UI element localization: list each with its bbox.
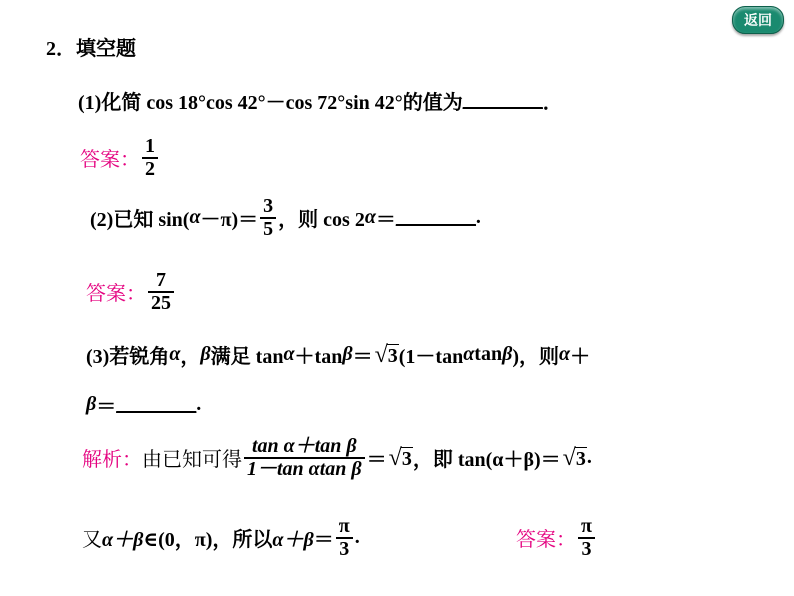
q3-conclusion: [82, 516, 360, 560]
q2-mid: －π)＝: [200, 209, 259, 232]
q3-blank: ________: [116, 393, 197, 415]
q2-prefix: (2)已知 sin(: [90, 209, 190, 232]
q3-conclusion-e: ＝: [313, 529, 334, 552]
q3-answer-label: 答案：: [516, 527, 576, 552]
q3-solution-numerator: tan α＋tan β: [252, 435, 357, 457]
q3-solution-label: 解析：: [82, 447, 142, 472]
q3-eq: ＝: [96, 396, 117, 418]
q3-solution-text: 由已知可得: [142, 447, 242, 472]
q2-alpha: α: [189, 206, 201, 229]
sqrt-value: 3: [387, 344, 398, 367]
q1-answer-numerator: 1: [145, 135, 155, 157]
q3-conclusion-d: α＋β: [272, 529, 314, 552]
q3-answer: [516, 516, 597, 560]
q3-text-e: (1－tan: [398, 346, 464, 368]
q1-text: (1)化简 cos 18°cos 42°－cos 72°sin 42°的值为: [78, 92, 463, 114]
q3-pi-denominator: 3: [339, 537, 350, 560]
q1-answer-fraction: [142, 136, 158, 180]
q2-answer-label: 答案：: [86, 281, 146, 306]
q3-alpha: α: [169, 343, 181, 365]
q2-answer-denominator: 25: [151, 291, 171, 314]
q3-alpha: α: [283, 343, 295, 365]
section-title-text: 2．填空题: [46, 38, 136, 60]
section-title: [46, 32, 136, 61]
q3-solution-fraction: [244, 436, 365, 480]
q2-eq: ＝: [375, 209, 396, 232]
q3-answer-denominator: 3: [581, 537, 592, 560]
q3-answer-numerator: π: [581, 515, 592, 537]
question-3-line-1: [86, 340, 590, 369]
q3-alpha: α: [559, 343, 571, 365]
q3-solution-denominator: 1－tan αtan β: [247, 457, 362, 480]
q1-answer: [80, 136, 160, 180]
q3-text-f: tan: [474, 343, 503, 365]
q3-beta: β: [86, 393, 97, 415]
q3-text-b: 满足 tan: [210, 346, 284, 368]
q2-fraction: [260, 196, 276, 240]
question-2: [90, 196, 481, 240]
q3-solution-end: .: [586, 446, 592, 469]
q2-alpha-2: α: [364, 206, 376, 229]
q2-answer-numerator: 7: [156, 269, 166, 291]
q3-text-c: ＋tan: [294, 346, 343, 368]
q1-end: ．: [542, 92, 563, 114]
sqrt-value: 3: [575, 447, 586, 470]
back-button[interactable]: 返回: [732, 6, 784, 34]
q2-end: .: [475, 206, 481, 229]
q3-conclusion-b: α＋β: [102, 529, 144, 552]
q3-comma: ，: [180, 346, 201, 368]
q3-beta: β: [502, 343, 513, 365]
q3-text-h: ＋: [570, 346, 591, 368]
q3-pi-numerator: π: [338, 515, 350, 537]
q2-cos: ，则 cos 2: [278, 209, 365, 232]
q3-pi-fraction: [336, 516, 353, 560]
q3-solution-eq: ＝: [366, 449, 387, 472]
question-1: [78, 86, 563, 115]
q2-answer: [86, 270, 176, 314]
q3-text-a: (3)若锐角: [86, 346, 170, 368]
q3-text-g: )，则: [512, 346, 559, 368]
q3-conclusion-end: .: [354, 526, 360, 549]
q1-blank: ________: [462, 89, 543, 111]
sqrt-symbol: √ 3: [388, 444, 412, 471]
q3-conclusion-c: ∈(0，π)，所以: [143, 529, 273, 552]
q2-blank: ________: [395, 206, 476, 229]
sqrt-symbol: √ 3: [562, 444, 586, 471]
q3-alpha: α: [463, 343, 475, 365]
sqrt-symbol: √ 3: [374, 341, 398, 368]
q3-solution-mid: ，即 tan(α＋β)＝: [412, 449, 561, 472]
q1-answer-denominator: 2: [145, 157, 155, 180]
q1-answer-label: 答案：: [80, 147, 140, 172]
q3-answer-fraction: [578, 516, 595, 560]
q3-solution: [82, 436, 592, 480]
q3-conclusion-a: 又: [82, 527, 102, 552]
question-3-line-2: [86, 390, 201, 419]
q3-beta: β: [200, 343, 211, 365]
q3-end: .: [196, 393, 202, 415]
q3-beta: β: [342, 343, 353, 365]
q2-numerator: 3: [263, 195, 274, 217]
q2-answer-fraction: [148, 270, 174, 314]
q3-text-d: ＝: [352, 346, 373, 368]
q2-denominator: 5: [263, 217, 274, 240]
sqrt-value: 3: [401, 447, 412, 470]
